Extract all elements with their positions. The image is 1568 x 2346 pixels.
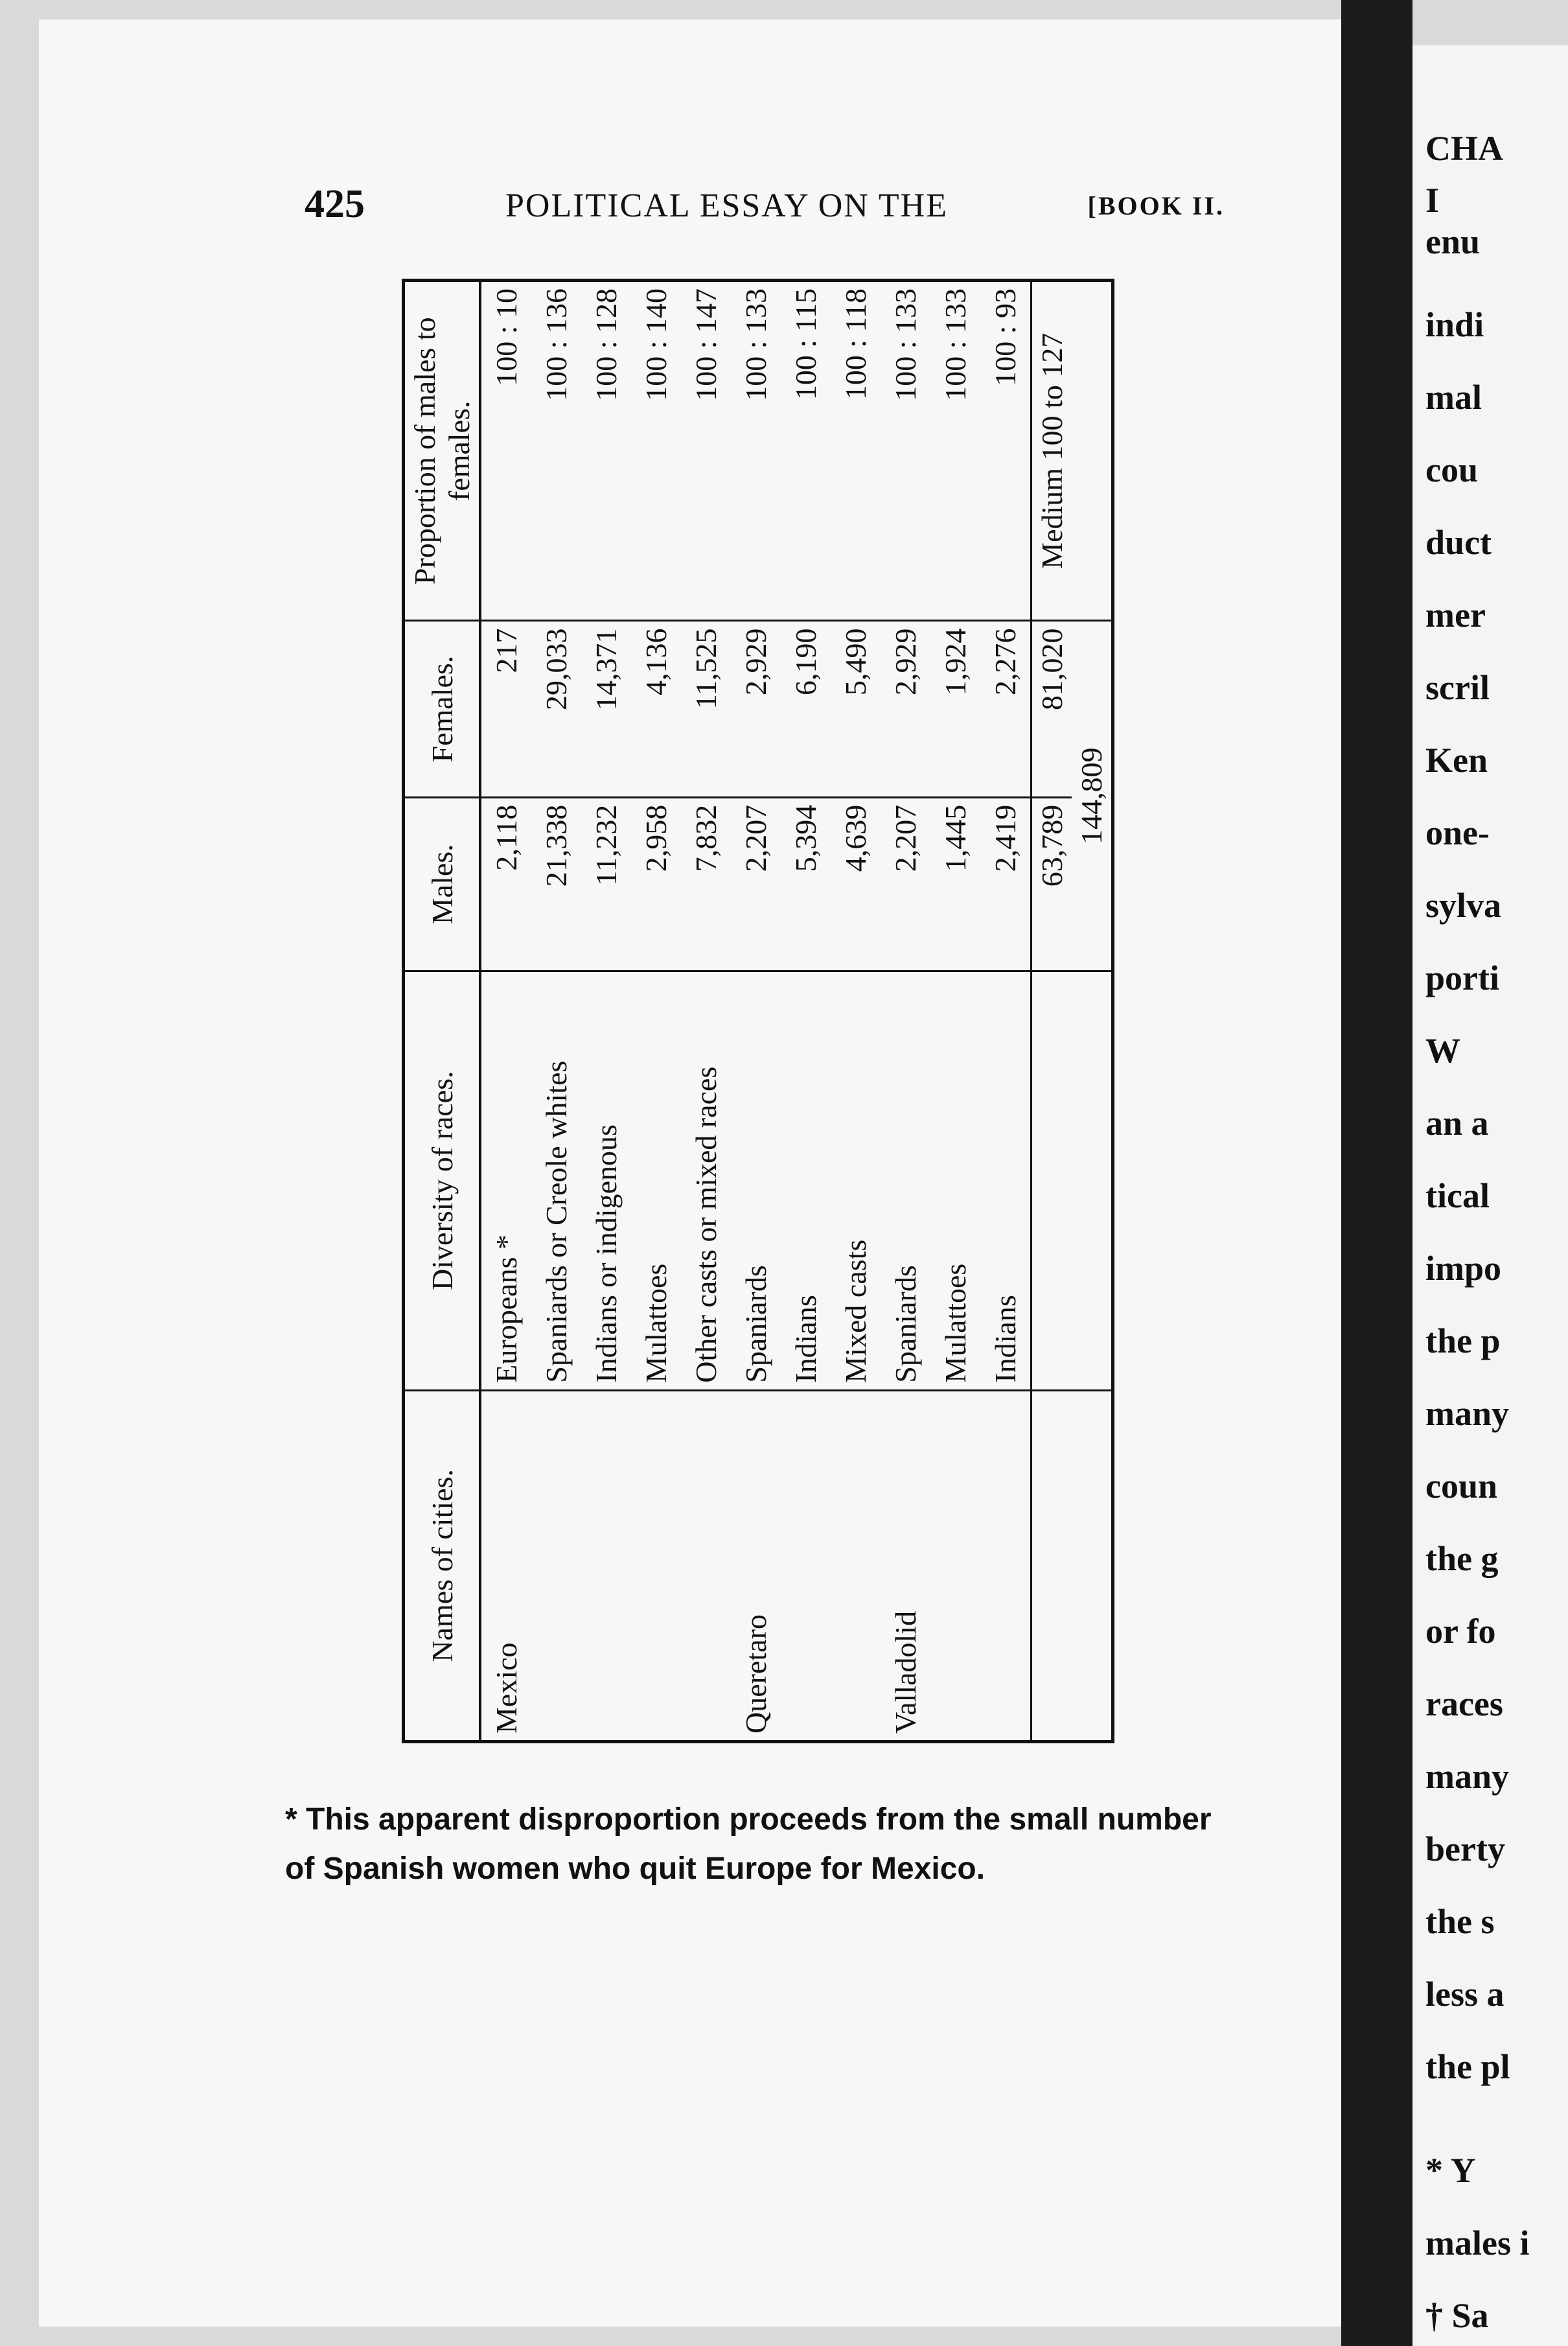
cell-males: 5,394 <box>781 797 831 971</box>
cell-race: Europeans * <box>480 971 531 1390</box>
cell-race: Indians <box>781 971 831 1390</box>
right-page-fragment: impo <box>1425 1249 1502 1288</box>
cell-females: 217 <box>480 621 531 797</box>
cell-males: 21,338 <box>531 797 581 971</box>
cell-males: 11,232 <box>581 797 631 971</box>
cell-females: 1,924 <box>930 621 980 797</box>
cell-prop: 100 : 128 <box>581 281 631 621</box>
cell-males: 2,207 <box>731 797 781 971</box>
total-females: 81,020 <box>1032 621 1072 797</box>
right-page-fragment: tical <box>1425 1176 1490 1215</box>
right-page-fragment: races <box>1425 1684 1503 1723</box>
table-row <box>480 281 531 1742</box>
cell-prop: 100 : 118 <box>831 281 881 621</box>
right-page-fragment: † Sa <box>1425 2296 1489 2335</box>
total-males: 63,789 <box>1032 797 1072 971</box>
footnote: * This apparent disproportion proceeds from the small number of Spanish women who quit Europe for Mexico. <box>285 1802 1212 1886</box>
cell-race: Mulattoes <box>631 971 681 1390</box>
page-number: 425 <box>305 182 365 226</box>
cell-prop: 100 : 115 <box>781 281 831 621</box>
right-page-fragment: W <box>1425 1031 1460 1070</box>
table-row <box>731 281 781 1742</box>
cell-city <box>581 1390 631 1741</box>
right-page-fragment: less a <box>1425 1975 1505 2014</box>
cell-prop: 100 : 93 <box>980 281 1032 621</box>
cell-females: 4,136 <box>631 621 681 797</box>
right-page-fragment: scril <box>1425 668 1490 707</box>
cell-race: Spaniards <box>881 971 930 1390</box>
cell-race: Mulattoes <box>930 971 980 1390</box>
right-page-fragment: I <box>1425 181 1440 220</box>
table-row <box>831 281 881 1742</box>
right-page-fragment: many <box>1425 1394 1510 1433</box>
cell-city <box>980 1390 1032 1741</box>
cell-females: 2,929 <box>881 621 930 797</box>
cell-prop: 100 : 133 <box>881 281 930 621</box>
right-page-fragment: enu <box>1425 222 1481 261</box>
cell-males: 1,445 <box>930 797 980 971</box>
right-page-fragment: duct <box>1425 523 1492 562</box>
cell-city <box>781 1390 831 1741</box>
cell-city: Queretaro <box>739 1614 773 1734</box>
right-page-fragment: many <box>1425 1757 1510 1796</box>
cell-race: Indians <box>980 971 1032 1390</box>
page-header <box>305 181 1225 233</box>
col-header-proportion: Proportion of males to females. <box>404 281 481 621</box>
right-page-fragment: sylva <box>1425 886 1502 925</box>
cell-females: 2,276 <box>980 621 1032 797</box>
grand-total: 144,809 <box>1072 621 1113 971</box>
cell-females: 6,190 <box>781 621 831 797</box>
right-page-fragment: an a <box>1425 1104 1489 1143</box>
right-page-fragment: coun <box>1425 1467 1498 1505</box>
table-row <box>881 281 930 1742</box>
table-row <box>531 281 581 1742</box>
cell-males: 2,958 <box>631 797 681 971</box>
cell-females: 2,929 <box>731 621 781 797</box>
cell-females: 29,033 <box>531 621 581 797</box>
right-page-fragment: the s <box>1425 1902 1495 1941</box>
cell-females: 5,490 <box>831 621 881 797</box>
cell-males: 2,207 <box>881 797 930 971</box>
cell-race: Spaniards or Creole whites <box>531 971 581 1390</box>
population-table-grid <box>402 279 1114 1743</box>
cell-prop: 100 : 133 <box>731 281 781 621</box>
medium-proportion: Medium 100 to 127 <box>1032 281 1072 621</box>
cell-prop: 100 : 136 <box>531 281 581 621</box>
right-page-fragment: the g <box>1425 1539 1499 1578</box>
cell-city <box>831 1390 881 1741</box>
right-page-fragment: CHA <box>1425 129 1503 168</box>
cell-race: Other casts or mixed races <box>681 971 731 1390</box>
col-header-females: Females. <box>404 621 481 797</box>
right-page-fragment: indi <box>1425 305 1484 344</box>
right-page <box>1412 45 1568 2346</box>
right-page-fragment: berty <box>1425 1829 1505 1868</box>
table-header-row <box>404 281 481 1742</box>
population-table <box>402 279 1114 1743</box>
cell-females: 14,371 <box>581 621 631 797</box>
right-page-fragment: mal <box>1425 378 1482 417</box>
cell-city <box>631 1390 681 1741</box>
table-row <box>930 281 980 1742</box>
col-header-males: Males. <box>404 797 481 971</box>
right-page-fragment: porti <box>1425 958 1499 997</box>
right-page-fragment: males i <box>1425 2224 1530 2262</box>
table-row <box>980 281 1032 1742</box>
cell-city: Valladolid <box>888 1610 922 1734</box>
col-header-city: Names of cities. <box>404 1390 481 1741</box>
book-gutter <box>1341 0 1412 2346</box>
cell-race: Indians or indigenous <box>581 971 631 1390</box>
cell-city <box>930 1390 980 1741</box>
right-page-fragment: * Y <box>1425 2151 1476 2190</box>
table-row <box>781 281 831 1742</box>
table-row <box>681 281 731 1742</box>
cell-city <box>681 1390 731 1741</box>
cell-males: 4,639 <box>831 797 881 971</box>
totals-row <box>1032 281 1072 1742</box>
book-label: [BOOK II. <box>1087 191 1225 220</box>
table-row <box>631 281 681 1742</box>
right-page-fragment: Ken <box>1425 741 1488 780</box>
right-page-fragment: cou <box>1425 450 1478 489</box>
cell-city <box>531 1390 581 1741</box>
right-page-fragment: the pl <box>1425 2047 1510 2086</box>
table-row <box>581 281 631 1742</box>
cell-males: 2,419 <box>980 797 1032 971</box>
right-page-fragment: or fo <box>1425 1612 1496 1651</box>
cell-race: Mixed casts <box>831 971 881 1390</box>
cell-prop: 100 : 147 <box>681 281 731 621</box>
running-title: POLITICAL ESSAY ON THE <box>505 187 948 224</box>
cell-race: Spaniards <box>731 971 781 1390</box>
right-page-fragment: mer <box>1425 596 1486 634</box>
cell-prop: 100 : 133 <box>930 281 980 621</box>
col-header-race: Diversity of races. <box>404 971 481 1390</box>
cell-prop: 100 : 140 <box>631 281 681 621</box>
right-page-fragment: the p <box>1425 1321 1501 1360</box>
right-page-fragment: one- <box>1425 813 1490 852</box>
cell-prop: 100 : 10 <box>480 281 531 621</box>
grand-total-row <box>1072 281 1113 1742</box>
cell-females: 11,525 <box>681 621 731 797</box>
cell-city: Mexico <box>490 1642 524 1734</box>
cell-males: 2,118 <box>480 797 531 971</box>
cell-males: 7,832 <box>681 797 731 971</box>
